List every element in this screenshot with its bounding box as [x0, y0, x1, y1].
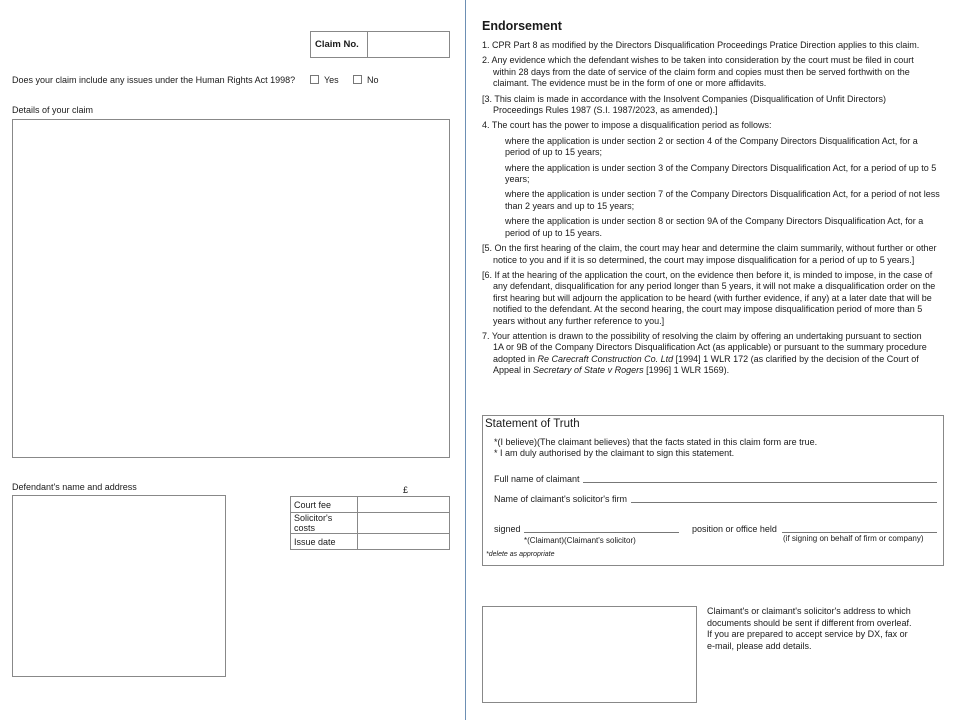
para-text: [1994] 1 WLR 172 (as clarified by the decision of the Court of Appeal in [493, 353, 919, 376]
position-field[interactable] [782, 531, 937, 533]
full-name-label: Full name of claimant [494, 474, 580, 484]
solicitor-firm-label: Name of claimant's solicitor's firm [494, 494, 627, 504]
case-citation: Secretary of State v Rogers [533, 365, 644, 376]
signature-field[interactable] [524, 531, 679, 533]
fee-row-court-fee [291, 497, 450, 513]
list-item: where the application is under section 7 of the Company Directors Disqualification Act, for a period of not less than 2 years and up to 15 years; [505, 189, 940, 211]
fee-value-field[interactable] [358, 534, 450, 550]
endorsement-para-3 [482, 94, 944, 117]
case-citation: Re Carecraft Construction Co. Ltd [537, 353, 674, 364]
fee-label: Court fee [291, 497, 358, 513]
para-first-line: [3. This claim is made in accordance with the Insolvent Companies (Disqualification of Unfit Directors) [482, 93, 887, 104]
no-label: No [367, 75, 379, 85]
endorsement-para-6 [482, 270, 944, 327]
para-first-line: 7. Your attention is drawn to the possibility of resolving the claim by offering an undertaking pursuant to section [482, 330, 922, 341]
endorsement-para-7 [482, 331, 944, 377]
defendant-label: Defendant's name and address [12, 482, 137, 492]
no-checkbox[interactable] [353, 75, 362, 84]
list-item: where the application is under section 2 or section 4 of the Company Directors Disqualification Act, for a period of up to 15 years; [505, 135, 918, 158]
list-item: where the application is under section 3 of the Company Directors Disqualification Act, for a period of up to 5 years; [505, 162, 937, 185]
endorsement-para-5 [482, 243, 944, 266]
fee-value-field[interactable] [358, 497, 450, 513]
para-continuation: within 28 days from the date of service of the claim form and copies must then be served forthwith on the claimant. The evidence must be in the form of one or more affidavits. [493, 66, 910, 89]
endorsement-para-4: 4. The court has the power to impose a disqualification period as follows: [482, 120, 772, 131]
para-text: 1A or 9B of the Company Directors Disqualification Act (as applicable) or pursuant to the summary procedure adopted in [493, 342, 927, 364]
signed-label: signed [494, 524, 521, 534]
sot-title: Statement of Truth [485, 418, 580, 430]
solicitor-firm-field[interactable] [631, 501, 937, 503]
address-note: Claimant's or claimant's solicitor's address to which documents should be sent if different from overleaf. If you are prepared to accept service by DX, fax or e-mail, please add details. [707, 606, 912, 651]
claim-no-field[interactable] [368, 32, 450, 58]
para-continuation: notice to you and if it is so determined, the court may impose disqualification for a period of up to 5 years.] [493, 254, 915, 265]
signed-caption: *(Claimant)(Claimant's solicitor) [524, 536, 636, 545]
endorsement-para-1: 1. CPR Part 8 as modified by the Directors Disqualification Proceedings Pratice Direction applies to this claim. [482, 40, 920, 50]
para-text: [1996] 1 WLR 1569). [643, 365, 730, 376]
claim-no-box [310, 31, 450, 58]
fee-label: Issue date [291, 534, 358, 550]
yes-checkbox[interactable] [310, 75, 319, 84]
fee-row-solicitors-costs [291, 513, 450, 534]
para-continuation: any defendant, disqualification for any period longer than 5 years, it will not make a disqualification order on the first hearing but will adjourn the application to be heard (with further evidence, if any) at a later date that will be notified to the defendant. At the second hearing, the court may impose disqualification period of more than 5 years without any further reference to you.] [493, 281, 936, 326]
disqualification-periods-list [482, 136, 944, 239]
position-caption: (if signing on behalf of firm or company) [783, 534, 924, 543]
currency-symbol: £ [403, 485, 409, 495]
endorsement-body [482, 40, 944, 377]
endorsement-title: Endorsement [482, 19, 562, 33]
para-continuation: Proceedings Rules 1987 (S.I. 1987/2023, as amended).] [493, 105, 718, 116]
sot-authorised: * I am duly authorised by the claimant to sign this statement. [494, 448, 735, 458]
fees-table [290, 496, 450, 550]
para-first-line: 2. Any evidence which the defendant wishes to be taken into consideration by the court must be filed in court [482, 55, 914, 66]
fee-value-field[interactable] [358, 513, 450, 534]
para-continuation [482, 342, 944, 376]
details-label: Details of your claim [12, 105, 94, 115]
full-name-field[interactable] [583, 481, 937, 483]
hra-question: Does your claim include any issues under the Human Rights Act 1998? [12, 75, 296, 85]
endorsement-para-2 [482, 55, 944, 89]
delete-note: *delete as appropriate [486, 551, 555, 558]
details-textarea[interactable] [12, 119, 450, 458]
claim-no-label: Claim No. [311, 32, 368, 58]
para-first-line: [6. If at the hearing of the application the court, on the evidence then before it, is minded to impose, in the case of [482, 269, 933, 280]
sot-belief: *(I believe)(The claimant believes) that the facts stated in this claim form are true. [494, 437, 818, 447]
list-item: where the application is under section 8 or section 9A of the Company Directors Disqualification Act, for a period of up to 15 years. [505, 216, 924, 238]
position-label: position or office held [692, 524, 777, 534]
para-first-line: [5. On the first hearing of the claim, the court may hear and determine the claim summarily, without further or other [482, 243, 937, 254]
yes-label: Yes [324, 75, 339, 85]
defendant-textarea[interactable] [12, 495, 226, 677]
statement-of-truth [482, 415, 944, 566]
fee-row-issue-date [291, 534, 450, 550]
fee-label: Solicitor's costs [291, 513, 358, 534]
address-textarea[interactable] [482, 606, 697, 703]
page-divider [465, 0, 466, 720]
